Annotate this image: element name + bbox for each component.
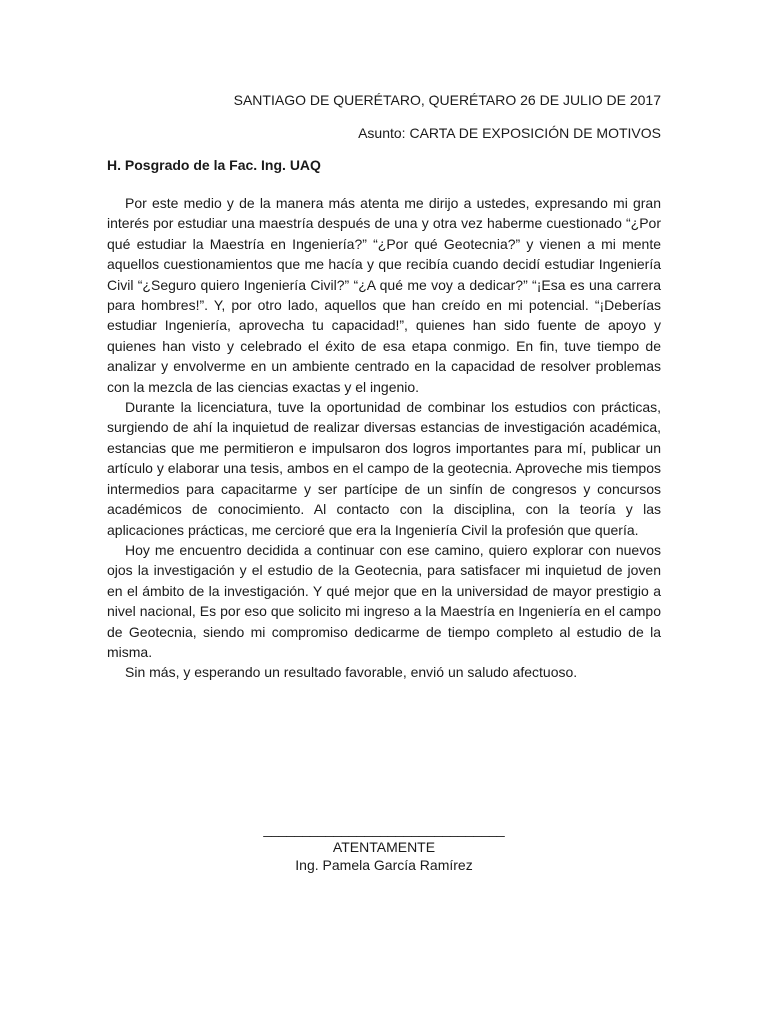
addressee: H. Posgrado de la Fac. Ing. UAQ [107,157,321,173]
signature-name: Ing. Pamela García Ramírez [295,857,473,873]
paragraph-1: Por este medio y de la manera más atenta me dirijo a ustedes, expresando mi gran interés por estudiar una maestría después de una y otra vez haberme cuestionado “¿Por qué estudiar la Maestría en Ingeniería?” “¿Por qué Geotecnia?” y vienen a mi mente aquellos cuestionamientos que me hacía y que recibía cuando decidí estudiar Ingeniería Civil “¿Seguro quiero Ingeniería Civil?” “¿A qué me voy a dedicar?” “¡Esa es una carrera para hombres!”. Y, por otro lado, aquellos que han creído en mi potencial. “¡Deberías estudiar Ingeniería, aprovecha tu capacidad!”, quienes han sido fuente de apoyo y quienes han visto y celebrado el éxito de esa etapa conmigo. En fin, tuve tiempo de analizar y envolverme en un ambiente centrado en la capacidad de resolver problemas con la mezcla de las ciencias exactas y el ingenio. [107,195,661,395]
signature-block [0,820,768,874]
signature-closing: ATENTAMENTE [332,839,436,855]
paragraph-3: Hoy me encuentro decidida a continuar con ese camino, quiero explorar con nuevos ojos la investigación y el estudio de la Geotecnia, para satisfacer mi inquietud de joven en el ámbito de la investigación. Y qué mejor que en la universidad de mayor prestigio a nivel nacional, Es por eso que solicito mi ingreso a la Maestría en Ingeniería en el campo de Geotecnia, siendo mi compromiso dedicarme de tiempo completo al estudio de la misma. [107,541,661,660]
signature-line: _______________________________ [263,821,505,837]
subject-line: Asunto: CARTA DE EXPOSICIÓN DE MOTIVOS [358,125,661,141]
letter-body [107,193,661,683]
paragraph-2: Durante la licenciatura, tuve la oportunidad de combinar los estudios con prácticas, surgiendo de ahí la inquietud de realizar diversas estancias de investigación académica, estancias que me permitieron e impulsaron dos logros importantes para mí, publicar un artículo y elaborar una tesis, ambos en el campo de la geotecnia. Aproveche mis tiempos intermedios para capacitarme y ser partícipe de un sinfín de congresos y concursos académicos de conocimiento. Al contacto con la disciplina, con la teoría y las aplicaciones prácticas, me cercioré que era la Ingeniería Civil la profesión que quería. [107,399,661,538]
date-line: SANTIAGO DE QUERÉTARO, QUERÉTARO 26 DE JULIO DE 2017 [233,92,661,108]
paragraph-4: Sin más, y esperando un resultado favorable, envió un saludo afectuoso. [125,664,578,681]
